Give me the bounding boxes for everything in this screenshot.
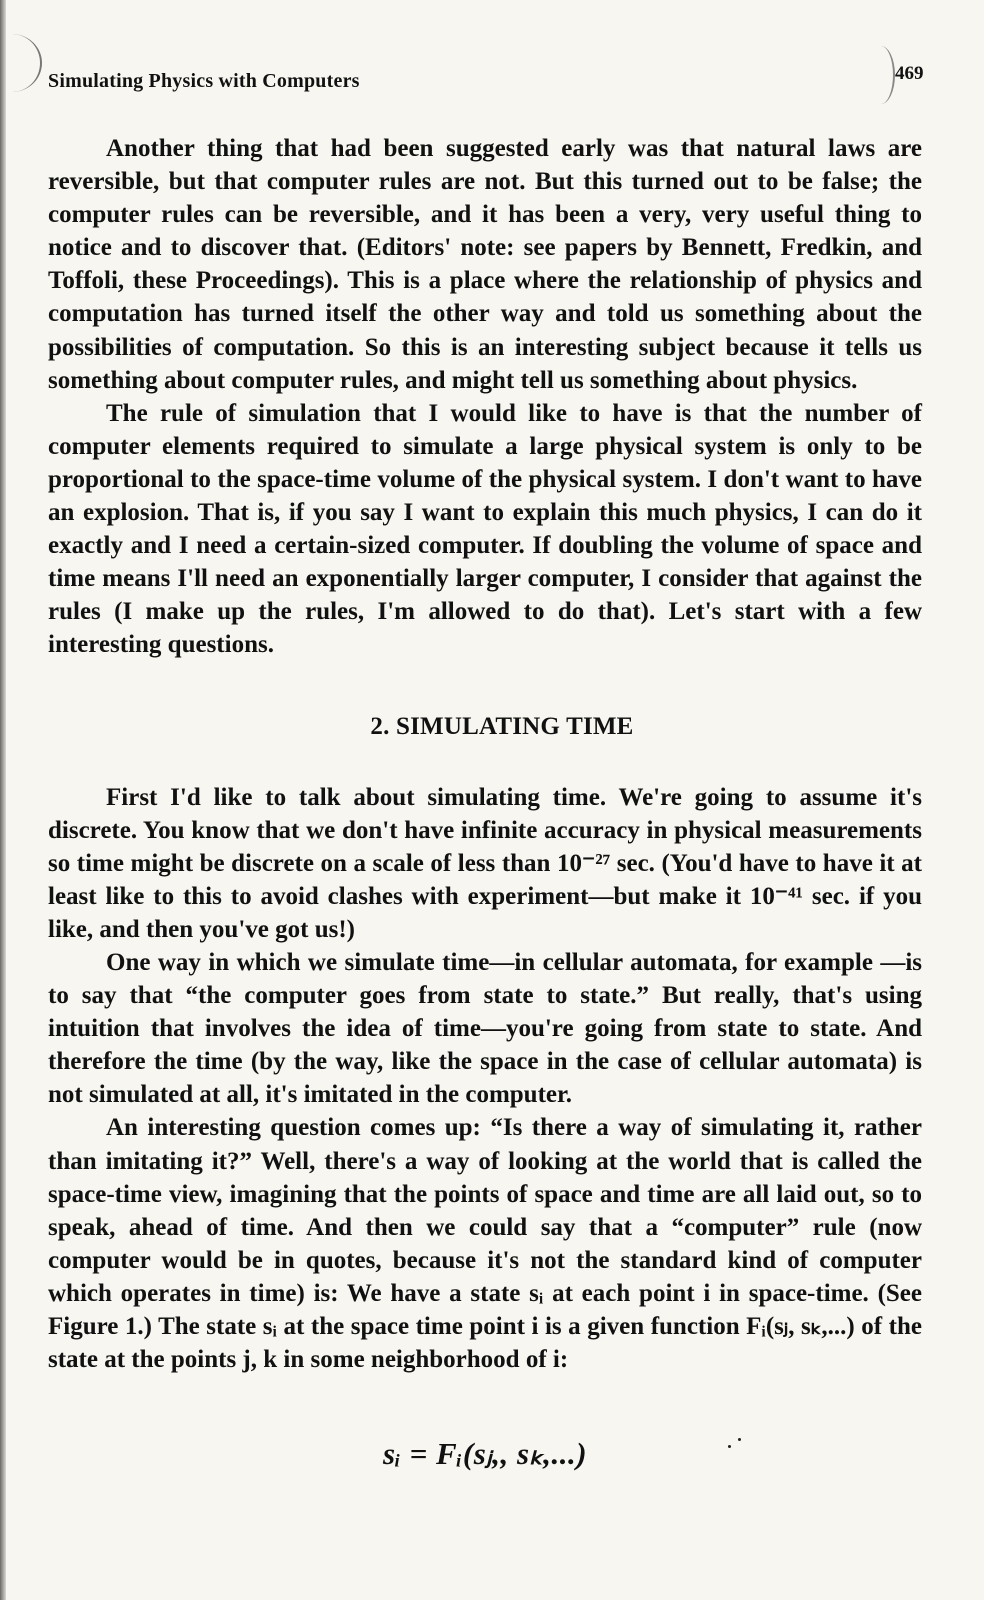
body-text (48, 132, 922, 1376)
paragraph-simulation-rule: The rule of simulation that I would like to have is that the number of computer elements required to simulate a large physical system is only to be proportional to the space-time volume of the physical system. I don't want to have an explosion. That is, if you say I want to explain this much physics, I can do it exactly and I need a certain-sized computer. If doubling the volume of space and time means I'll need an exponentially larger computer, I consider that against the rules (I make up the rules, I'm allowed to do that). Let's start with a few interesting questions. (48, 399, 922, 659)
section-heading: 2. SIMULATING TIME (370, 712, 634, 740)
page-number: 469 (895, 63, 924, 84)
scan-edge (0, 0, 6, 1600)
paragraph-simulating-time: First I'd like to talk about simulating time. We're going to assume it's discrete. You know that we don't have infinite accuracy in physical measurements so time might be discrete on a scale of less than 10⁻²⁷ sec. (You'd have to have it at least like to this to avoid clashes with experiment—but make it 10⁻⁴¹ sec. if you like, and then you've got us!) (48, 783, 922, 943)
paragraph-cellular-automata: One way in which we simulate time—in cellular automata, for example —is to say that “the computer goes from state to state.” But really, that's using intuition that involves the idea of time—you're going from state to state. And therefore the time (by the way, like the space in the case of cellular automata) is not simulated at all, it's imitated in the computer. (48, 948, 922, 1109)
paragraph-reversibility: Another thing that had been suggested early was that natural laws are reversible, but that computer rules are not. But this turned out to be false; the computer rules can be reversible, and it has been a very, very useful thing to notice and to discover that. (Editors' note: see papers by Bennett, Fredkin, and Toffoli, these Proceedings). This is a place where the relationship of physics and computation has turned itself the other way and told us something about the possibilities of computation. So this is an interesting subject because it tells us something about computer rules, and might tell us something about physics. (48, 135, 922, 394)
heading-spacing-after (48, 743, 922, 781)
page-curl-right (867, 46, 895, 104)
page-curl-left (0, 34, 42, 92)
equation: sᵢ = Fᵢ(sⱼ,, sₖ,...) (383, 1436, 588, 1471)
heading-spacing (48, 662, 922, 710)
running-head: Simulating Physics with Computers (48, 70, 360, 92)
scan-speck (728, 1445, 731, 1448)
paragraph-space-time-view: An interesting question comes up: “Is there a way of simulating it, rather than imitating it?” Well, there's a way of looking at the world that is called the space-time view, imagining that the points of space and time are all laid out, so to speak, ahead of time. And then we could say that a “computer” rule (now computer would be in quotes, because it's not the standard kind of computer which operates in time) is: We have a state sᵢ at each point i in space-time. (See Figure 1.) The state sᵢ at the space time point i is a given function Fᵢ(sⱼ, sₖ,...) of the state at the points j, k in some neighborhood of i: (48, 1114, 922, 1374)
scan-speck (738, 1438, 741, 1441)
